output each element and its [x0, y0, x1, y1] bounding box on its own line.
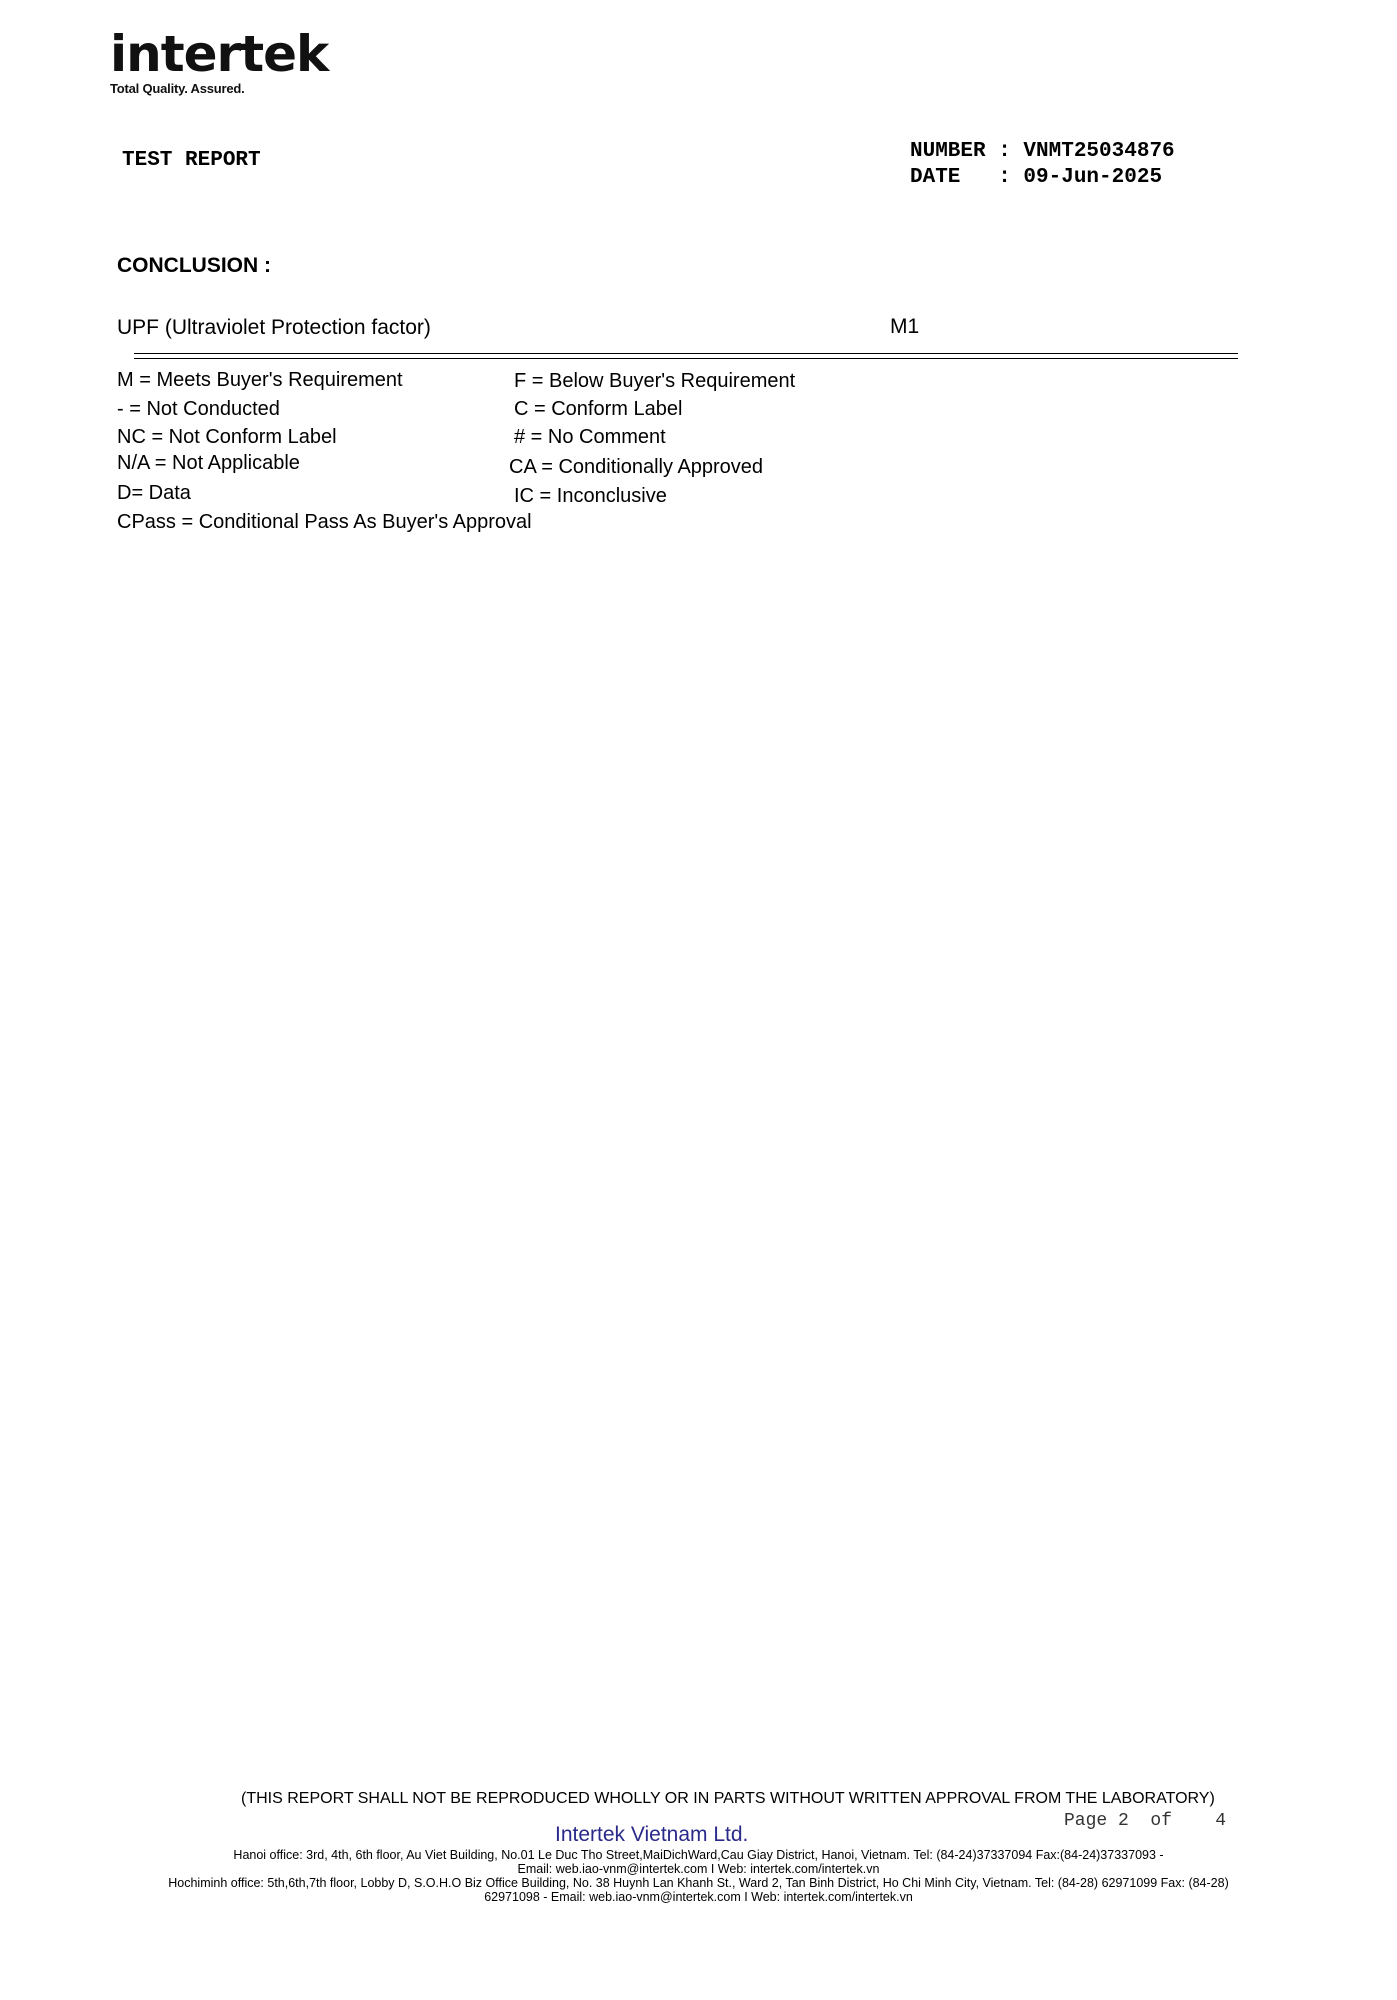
legend-item: C = Conform Label [514, 398, 683, 420]
page-number: Page 2 of 4 [1064, 1811, 1227, 1831]
legend-item: # = No Comment [514, 426, 666, 448]
legend-item: CPass = Conditional Pass As Buyer's Approval [117, 511, 532, 533]
conclusion-item-value: M1 [890, 315, 920, 338]
legend-item: - = Not Conducted [117, 398, 280, 420]
footer-notice: (THIS REPORT SHALL NOT BE REPRODUCED WHOLLY OR IN PARTS WITHOUT WRITTEN APPROVAL FROM THE LABORATORY) [241, 1790, 1215, 1807]
divider-line [134, 358, 1238, 359]
hcm-office-contact: 62971098 - Email: web.iao-vnm@intertek.com I Web: intertek.com/intertek.vn [484, 1890, 913, 1904]
logo-tagline: Total Quality. Assured. [110, 81, 245, 96]
hcm-office-address: Hochiminh office: 5th,6th,7th floor, Lobby D, S.O.H.O Biz Office Building, No. 38 Huynh Lan Khanh St., Ward 2, Tan Binh District, Ho Chi Minh City, Vietnam. Tel: (84-28) 62971099 Fax: (84-28) [168, 1876, 1229, 1890]
conclusion-item-label: UPF (Ultraviolet Protection factor) [117, 316, 431, 339]
report-number: NUMBER : VNMT25034876 [910, 140, 1175, 163]
report-date: DATE : 09-Jun-2025 [910, 166, 1163, 189]
conclusion-heading: CONCLUSION : [117, 254, 271, 277]
legend-item: IC = Inconclusive [514, 485, 667, 507]
report-title: TEST REPORT [122, 149, 261, 172]
hanoi-office-contact: Email: web.iao-vnm@intertek.com I Web: intertek.com/intertek.vn [517, 1862, 880, 1876]
legend-item: M = Meets Buyer's Requirement [117, 369, 403, 391]
legend-item: N/A = Not Applicable [117, 452, 300, 474]
legend-item: CA = Conditionally Approved [509, 456, 764, 478]
legend-item: NC = Not Conform Label [117, 426, 337, 448]
company-name: Intertek Vietnam Ltd. [555, 1823, 749, 1846]
divider-line [134, 353, 1238, 354]
company-logo [110, 25, 329, 96]
hanoi-office-address: Hanoi office: 3rd, 4th, 6th floor, Au Viet Building, No.01 Le Duc Tho Street,MaiDichWard,Cau Giay District, Hanoi, Vietnam. Tel: (84-24)37337094 Fax:(84-24)37337093 - [233, 1848, 1164, 1862]
legend-item: D= Data [117, 482, 191, 504]
logo-wordmark: intertek [110, 25, 329, 83]
legend-item: F = Below Buyer's Requirement [514, 370, 796, 392]
